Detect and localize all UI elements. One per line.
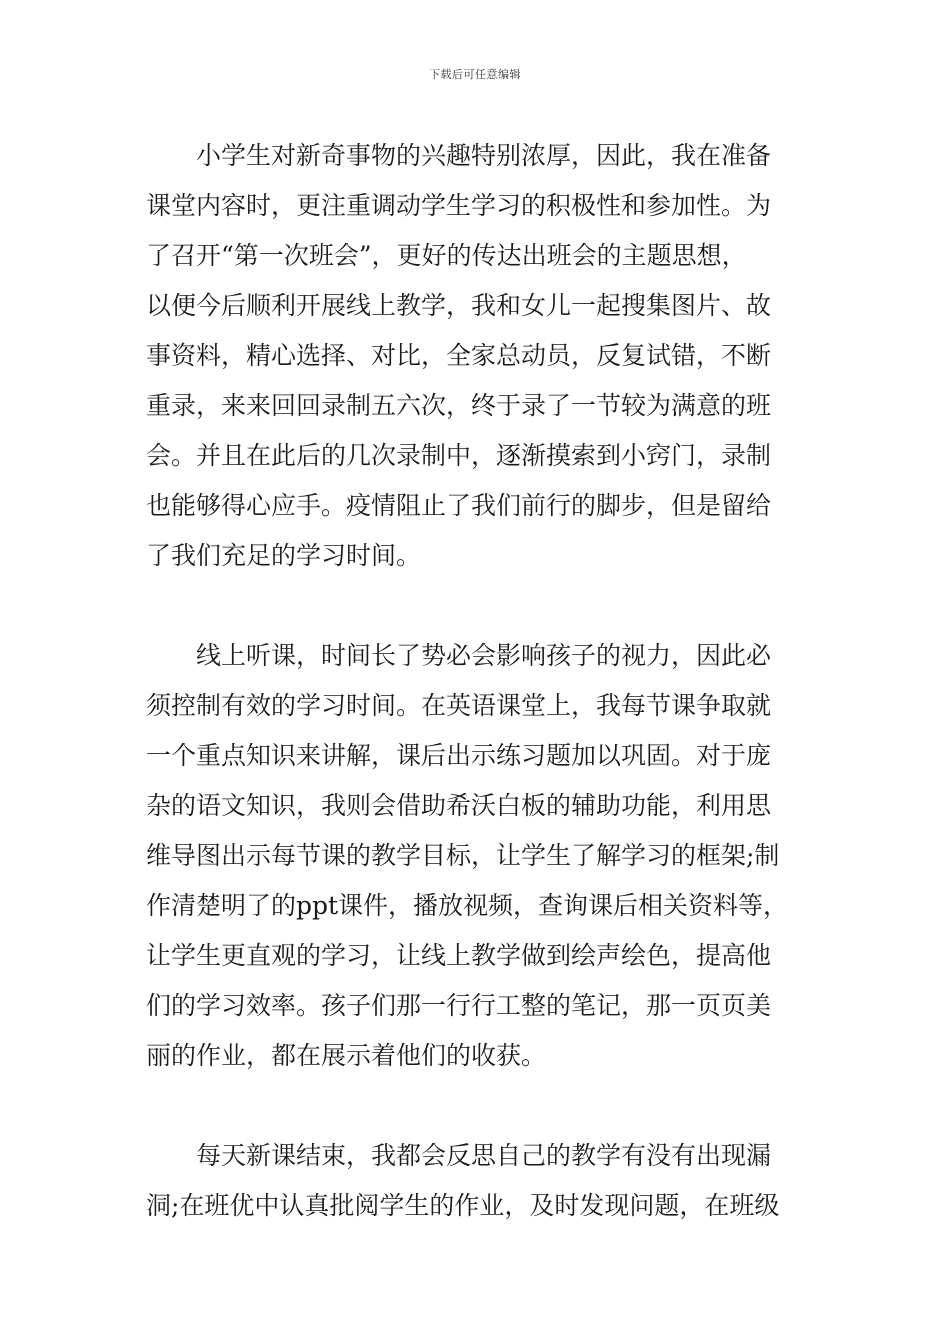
text-line: 们的学习效率。孩子们那一行行工整的笔记，那一页页美: [146, 991, 772, 1020]
text-line: 线上听课，时间长了势必会影响孩子的视力，因此必: [146, 641, 772, 670]
text-line: 让学生更直观的学习，让线上教学做到绘声绘色，提高他: [146, 941, 772, 970]
text-line: 课堂内容时，更注重调动学生学习的积极性和参加性。为: [146, 191, 772, 220]
paragraph-gap: [146, 1081, 806, 1131]
text-line: 每天新课结束，我都会反思自己的教学有没有出现漏: [146, 1141, 772, 1170]
text-line: 洞;在班优中认真批阅学生的作业，及时发现问题，在班级: [146, 1191, 780, 1220]
text-line: 丽的作业，都在展示着他们的收获。: [146, 1041, 547, 1070]
paragraph-2: [146, 631, 806, 1081]
paragraph-1: [146, 131, 806, 581]
text-line: 维导图出示每节课的教学目标，让学生了解学习的框架;制: [146, 841, 780, 870]
text-line: 重录，来来回回录制五六次，终于录了一节较为满意的班: [146, 391, 772, 420]
paragraph-gap: [146, 581, 806, 631]
document-body: [146, 131, 806, 1231]
text-line: 会。并且在此后的几次录制中，逐渐摸索到小窍门，录制: [146, 441, 772, 470]
text-line: 杂的语文知识，我则会借助希沃白板的辅助功能，利用思: [146, 791, 772, 820]
text-line: 也能够得心应手。疫情阻止了我们前行的脚步，但是留给: [146, 491, 772, 520]
text-line: 了召开“第一次班会”，更好的传达出班会的主题思想，: [146, 241, 747, 270]
text-line: 一个重点知识来讲解，课后出示练习题加以巩固。对于庞: [146, 741, 772, 770]
text-line: 以便今后顺利开展线上教学，我和女儿一起搜集图片、故: [146, 291, 772, 320]
text-line: 了我们充足的学习时间。: [146, 541, 422, 570]
text-line: 小学生对新奇事物的兴趣特别浓厚，因此，我在准备: [146, 141, 772, 170]
text-line: 须控制有效的学习时间。在英语课堂上，我每节课争取就: [146, 691, 772, 720]
paragraph-3: [146, 1131, 806, 1231]
header-note: 下载后可任意编辑: [429, 68, 521, 81]
text-line: 作清楚明了的ppt课件，播放视频，查询课后相关资料等，: [146, 891, 789, 920]
text-line: 事资料，精心选择、对比，全家总动员，反复试错，不断: [146, 341, 772, 370]
